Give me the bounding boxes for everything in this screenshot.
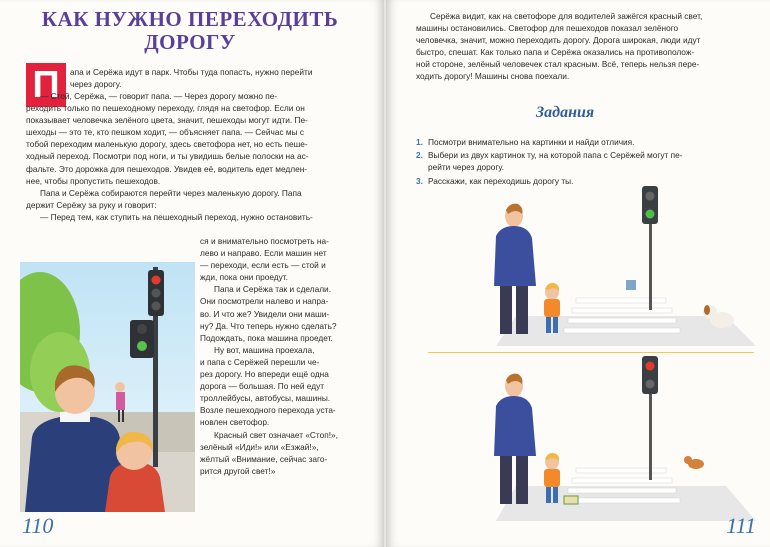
text-line: апа и Серёжа идут в парк. Чтобы туда попасть, нужно перейти	[70, 67, 313, 77]
column-text	[200, 235, 372, 477]
task-item	[416, 136, 756, 148]
text-line: ся и внимательно посмотреть на-	[200, 236, 329, 246]
tasks-heading: Задания	[536, 104, 595, 121]
text-line: и папа с Серёжей перешли че-	[200, 356, 320, 367]
text-line: Возле пешеходного перехода уста-	[200, 405, 336, 416]
text-line: шеходы — это те, кто пешком ходит, — объясняет папа. — Сейчас мы с	[26, 127, 305, 138]
text-line: во. И что же? Увидели они маши-	[200, 308, 330, 319]
text-line: быстро, спешат. Как только папа и Серёжа оказались на противополож-	[416, 47, 695, 58]
task-item	[416, 149, 756, 173]
left-page	[0, 0, 384, 547]
body-text	[26, 90, 370, 223]
text-line: Красный свет означает «Стоп!»,	[214, 429, 338, 440]
text-line: фальте. Это дорожка для пешеходов. Увидев её, водитель едет медлен-	[26, 163, 308, 174]
task-text: Расскажи, как переходишь дорогу ты.	[428, 176, 574, 186]
text-line: дорога — большая. По ней едут	[200, 381, 325, 392]
text-line: Подождать, пока машина проедет.	[200, 332, 333, 343]
task-text: Выбери из двух картинок ту, на которой папа с Серёжей могут пе-	[428, 150, 683, 160]
dad-and-son-at-traffic-light-illustration	[20, 262, 195, 512]
text-line: Папа и Серёжа собираются перейти через маленькую дорогу. Папа	[40, 187, 302, 198]
story-text	[416, 10, 756, 83]
text-line: — Стой, Серёжа, — говорит папа. — Через дорогу можно пе-	[40, 91, 278, 101]
text-line: человечка, значит, можно переходить дорогу. Дорога широкая, люди идут	[416, 35, 701, 46]
text-line: рез дорогу. Но впереди ещё одна	[200, 369, 329, 380]
task-number: 1.	[416, 137, 423, 147]
crossing-with-green-light-illustration	[476, 186, 756, 346]
intro-text	[70, 66, 370, 90]
text-line: зелёный «Иди!» или «Езжай!»,	[200, 441, 319, 452]
text-line: троллейбусы, автобусы, машины.	[200, 393, 331, 404]
text-line: тобой переходим маленькую дорогу, здесь светофора нет, но есть пеше-	[26, 139, 308, 150]
task-number: 2.	[416, 150, 423, 160]
text-line: держит Серёжу за руку и говорит:	[26, 199, 157, 210]
text-line: ходный переход. Посмотри под ноги, и ты увидишь белые полоски на ас-	[26, 151, 309, 162]
text-line: ходить дорогу! Машины снова поехали.	[416, 71, 570, 82]
text-line: рится другой свет!»	[200, 465, 276, 476]
text-line: ной стороне, зелёный человечек стал красным. Всё, теперь нельзя пере-	[416, 59, 700, 70]
text-line: новлен светофор.	[200, 417, 270, 428]
text-line: Папа и Серёжа так и сделали.	[214, 284, 331, 295]
text-line: через дорогу.	[70, 79, 122, 90]
section-divider	[428, 352, 754, 353]
right-page	[386, 0, 770, 547]
text-line: Ну вот, машина проехала,	[214, 344, 315, 355]
task-text: Посмотри внимательно на картинки и найди отличия.	[428, 137, 635, 147]
text-line: Серёжа видит, как на светофоре для водителей зажёгся красный свет,	[430, 11, 703, 21]
text-line: ну? Да. Что теперь нужно сделать?	[200, 320, 337, 331]
drop-cap: П	[26, 63, 66, 107]
text-line: Они посмотрели налево и напра-	[200, 296, 329, 307]
text-line: — Перед тем, как ступить на пешеходный переход, нужно остановить-	[40, 211, 313, 222]
text-line: машины остановились. Светофор для пешеходов показал зелёного	[416, 23, 679, 34]
text-line: реходить только по пешеходному переходу, глядя на светофор. Если он	[26, 103, 305, 114]
text-line: лево и направо. Если машин нет	[200, 248, 327, 259]
text-line: жди, пока они проедут.	[200, 272, 288, 283]
page-number: 110	[22, 513, 54, 538]
text-line: нее, чтобы пропустить пешеходов.	[26, 175, 161, 186]
task-number: 3.	[416, 176, 423, 186]
task-text: рейти через дорогу.	[428, 162, 505, 172]
page-title: КАК НУЖНО ПЕРЕХОДИТЬ ДОРОГУ	[41, 7, 339, 54]
page-number: 111	[726, 513, 756, 538]
text-line: — переходи, если есть — стой и	[200, 260, 326, 271]
crossing-with-red-light-illustration	[476, 356, 756, 521]
text-line: показывает человечка зелёного цвета, значит, пешеходы могут идти. Пе-	[26, 115, 308, 126]
text-line: жёлтый «Внимание, сейчас заго-	[200, 453, 328, 464]
